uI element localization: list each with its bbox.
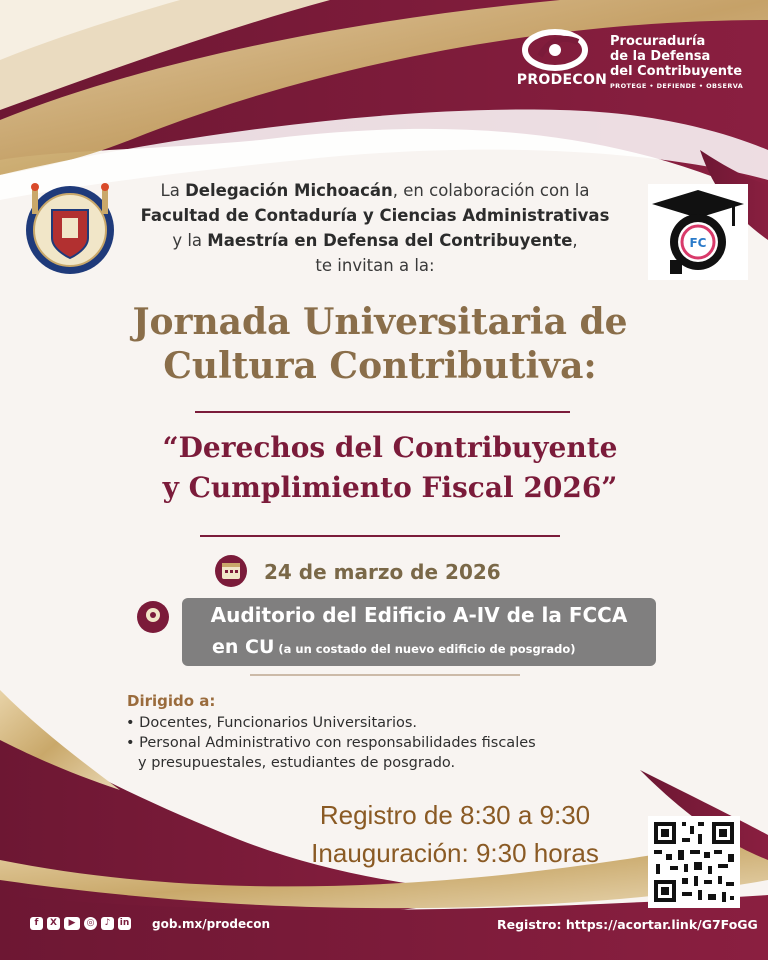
brand-tagline: PROTEGE • DEFIENDE • OBSERVA — [610, 82, 744, 90]
audience-item-continued: y presupuestales, estudiantes de posgrado. — [138, 755, 456, 771]
university-seal-icon — [22, 180, 118, 276]
audience-list — [126, 713, 536, 773]
audience-title: Dirigido a: — [127, 692, 216, 710]
x-icon[interactable]: X — [47, 917, 60, 930]
event-title: Jornada Universitaria de Cultura Contributiva: — [132, 301, 628, 387]
brand-name: PRODECON — [516, 72, 608, 88]
qr-code-icon[interactable] — [648, 816, 740, 908]
linkedin-icon[interactable]: in — [119, 918, 130, 928]
calendar-icon — [214, 554, 248, 588]
audience-item: • Docentes, Funcionarios Universitarios. — [126, 715, 418, 731]
venue-location: en CU (a un costado del nuevo edificio de posgrado) — [212, 636, 576, 658]
audience-item: • Personal Administrativo con responsabilidades fiscales — [126, 735, 536, 751]
inauguration-time: Inauguración: 9:30 horas — [311, 838, 599, 868]
schedule — [280, 796, 630, 872]
registration-time: Registro de 8:30 a 9:30 — [319, 800, 591, 830]
prodecon-logo-icon — [520, 28, 590, 72]
facebook-icon[interactable]: f — [30, 917, 43, 930]
event-date: 24 de marzo de 2026 — [264, 560, 501, 584]
venue-box — [182, 598, 656, 666]
location-pin-icon — [136, 600, 170, 634]
brand-organization: Procuraduría de la Defensa del Contribuyente — [610, 34, 743, 79]
registration-link[interactable]: Registro: https://acortar.link/G7FoGG — [497, 917, 758, 932]
svg-text:FC: FC — [689, 236, 707, 250]
venue-name: Auditorio del Edificio A-IV de la FCCA — [210, 603, 628, 627]
instagram-icon[interactable]: ◎ — [84, 917, 97, 930]
event-subtitle: “Derechos del Contribuyente y Cumplimiento Fiscal 2026” — [162, 431, 618, 504]
youtube-icon[interactable]: ▶ — [64, 917, 80, 930]
tiktok-icon[interactable]: ♪ — [101, 917, 114, 930]
website-link[interactable]: gob.mx/prodecon — [152, 917, 270, 931]
intro-text: La Delegación Michoacán, en colaboración con la Facultad de Contaduría y Ciencias Administrativas y la Maestría en Defensa del Contribuyente, te invitan a la: — [140, 181, 610, 275]
maestria-logo-icon — [648, 184, 748, 280]
